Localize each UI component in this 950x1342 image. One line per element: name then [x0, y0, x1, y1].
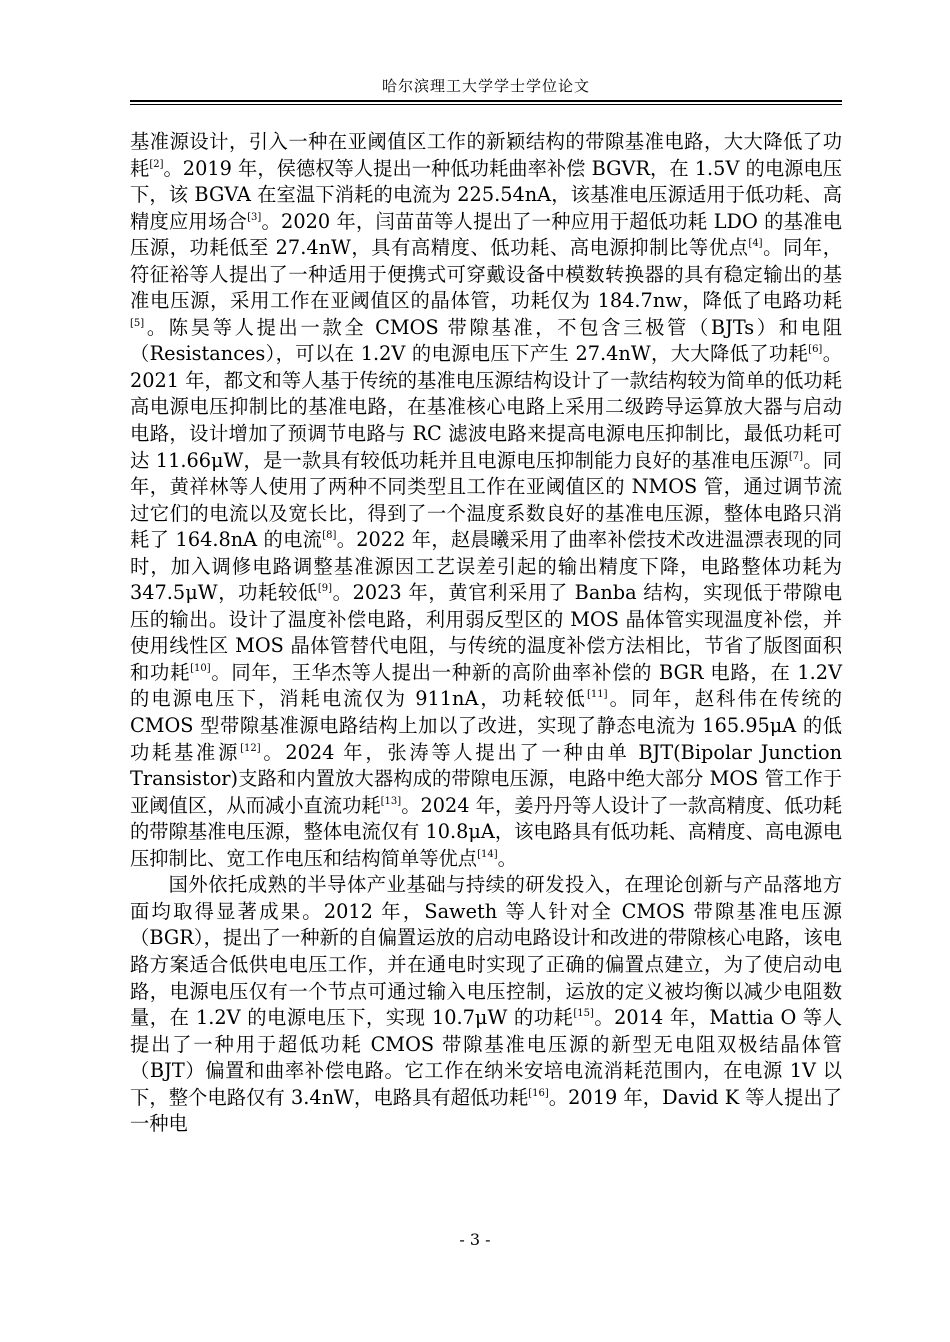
text-run: 。2021 年，都文和等人基于传统的基准电压源结构设计了一款结构较为简单的低功耗高电源电压抑制比的基准电路，在基准核心电路上采用二级跨导运算放大器与启动电路，设计增加了预调节电路与 RC 滤波电路来提高电源电压抑制比，最低功耗可达 11.66μW，是一款具有较低功耗并且电源电压抑制能力良好的基准电压源 [130, 342, 842, 472]
text-run: 。2019 年，侯德权等人提出一种低功耗曲率补偿 BGVR，在 1.5V 的电源电压下，该 BGVA 在室温下消耗的电流为 225.54nA，该基准电压源适用于低功耗、高精度应用场合 [130, 156, 843, 233]
citation-reference: [8] [322, 530, 337, 542]
citation-reference: [15] [573, 1008, 594, 1020]
text-run: 。同年，王华杰等人提出一种新的高阶曲率补偿的 BGR 电路，在 1.2V 的电源电压下，消耗电流仅为 911nA，功耗较低 [130, 660, 842, 711]
citation-reference: [9] [317, 583, 333, 595]
text-run: 。2023 年，黄官利采用了 Banba 结构，实现低于带隙电压的输出。设计了温度补偿电路，利用弱反型区的 MOS 晶体管实现温度补偿，并使用线性区 MOS 晶体管替代电阻，与传统的温度补偿方法相比，节省了版图面积和功耗 [130, 581, 842, 684]
text-run: 。2024 年，姜丹丹等人设计了一款高精度、低功耗的带隙基准电压源，整体电流仅有 10.8μA，该电路具有低功耗、高精度、高电源电压抑制比、宽工作电压和结构简单等优点 [130, 793, 843, 870]
text-run: 基准源设计，引入一种在亚阈值区工作的新颖结构的带隙基准电路，大大降低了功耗 [130, 130, 842, 180]
citation-reference: [10] [190, 662, 211, 674]
text-run: 。2014 年，Mattia O 等人提出了一种用于超低功耗 CMOS 带隙基准电压源的新型无电阻双极结晶体管（BJT）偏置和曲率补偿电路。它工作在纳米安培电流消耗范围内，在电源 1V 以下，整个电路仅有 3.4nW，电路具有超低功耗 [130, 1006, 842, 1109]
header-rule-thin [130, 104, 842, 105]
citation-reference: [12] [240, 742, 261, 754]
paragraph-domestic-research [130, 129, 842, 872]
text-run: 。 [497, 846, 517, 870]
running-header: 哈尔滨理工大学学士学位论文 [381, 77, 590, 95]
citation-reference: [16] [528, 1087, 549, 1099]
page-number: - 3 - [459, 1230, 491, 1249]
citation-reference: [6] [808, 344, 823, 356]
paragraph-foreign-research [130, 872, 842, 1137]
citation-reference: [11] [587, 689, 608, 701]
citation-reference: [3] [247, 211, 262, 223]
text-run: 。2019 年，David K 等人提出了一种电 [130, 1085, 843, 1136]
text-run: 。同年，符征裕等人提出了一种适用于便携式可穿戴设备中模数转换器的具有稳定输出的基准电压源，采用工作在亚阈值区的晶体管，功耗仅为 184.7nw，降低了电路功耗 [130, 236, 842, 313]
body-text [130, 129, 842, 1138]
header-rule-thick [130, 100, 842, 102]
citation-reference: [5] [130, 317, 145, 329]
citation-reference: [4] [748, 238, 763, 250]
citation-reference: [7] [788, 450, 804, 462]
text-run: 。2022 年，赵晨曦采用了曲率补偿技术改进温漂表现的同时，加入调修电路调整基准源因工艺误差引起的输出精度下降，电路整体功耗为 347.5μW，功耗较低 [130, 528, 842, 605]
text-run: 。2020 年，闫苗苗等人提出了一种应用于超低功耗 LDO 的基准电压源，功耗低至 27.4nW，具有高精度、低功耗、高电源抑制比等优点 [130, 209, 843, 260]
text-run: 。同年，黄祥林等人使用了两种不同类型且工作在亚阈值区的 NMOS 管，通过调节流过它们的电流以及宽长比，得到了一个温度系数良好的基准电压源，整体电路只消耗了 164.8nA 的电流 [130, 448, 842, 552]
citation-reference: [2] [149, 158, 164, 170]
text-run: 。陈昊等人提出一款全 CMOS 带隙基准，不包含三极管（BJTs）和电阻（Resistances），可以在 1.2V 的电源电压下产生 27.4nW，大大降低了功耗 [130, 315, 842, 366]
text-run: 。同年，赵科伟在传统的 CMOS 型带隙基准源电路结构上加以了改进，实现了静态电流为 165.95μA 的低功耗基准源 [130, 687, 842, 764]
citation-reference: [13] [380, 795, 402, 807]
text-run: 国外依托成熟的半导体产业基础与持续的研发投入，在理论创新与产品落地方面均取得显著成果。2012 年，Saweth 等人针对全 CMOS 带隙基准电压源（BGR），提出了一种新的自偏置运放的启动电路设计和改进的带隙核心电路，该电路方案适合低供电电压工作，并在通电时实现了正确的偏置点建立，为了使启动电路，电源电压仅有一个节点可通过输入电压控制，运放的定义被均衡以减少电阻数量，在 1.2V 的电源电压下，实现 10.7μW 的功耗 [130, 873, 842, 1030]
citation-reference: [14] [477, 848, 498, 860]
text-run: 。2024 年，张涛等人提出了一种由单 BJT(Bipolar Junction Transistor)支路和内置放大器构成的带隙电压源，电路中绝大部分 MOS 管工作于亚阈值区，从而减小直流功耗 [130, 740, 843, 817]
